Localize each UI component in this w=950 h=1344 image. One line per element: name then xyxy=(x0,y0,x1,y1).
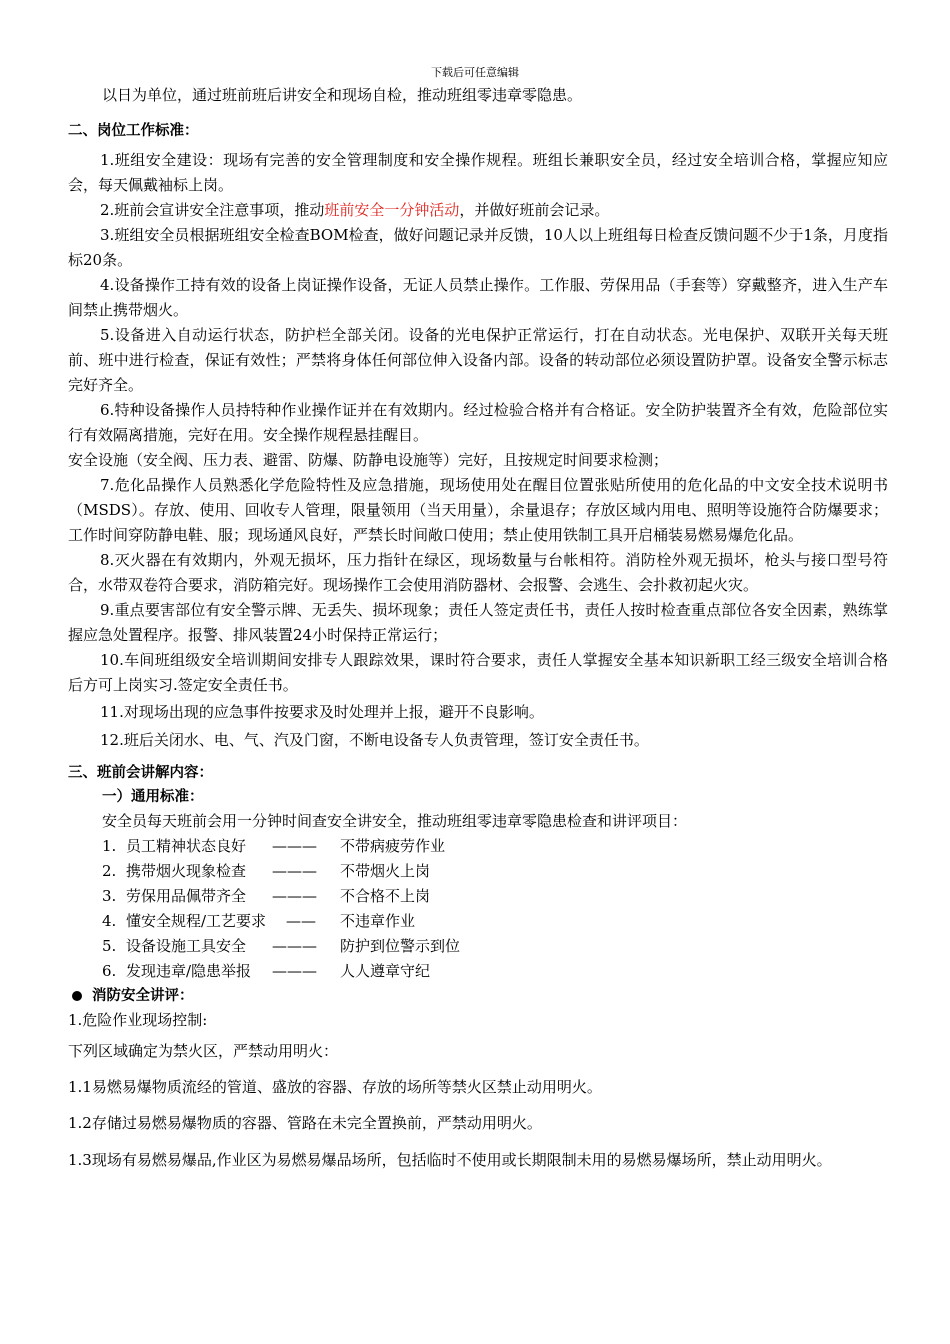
fire-safety-heading-row xyxy=(68,986,888,1006)
section2-heading: 二、岗位工作标准： xyxy=(68,123,199,139)
check-item-label: 懂安全规程/工艺要求 xyxy=(126,912,267,930)
check-item-1 xyxy=(68,834,888,859)
standard-item-11: 11.对现场出现的应急事件按要求及时处理并上报，避开不良影响。 xyxy=(100,703,544,721)
standard-item-2 xyxy=(68,198,888,223)
document-body xyxy=(68,83,888,1179)
check-item-label: 员工精神状态良好 xyxy=(126,837,247,855)
check-item-dash: ——— xyxy=(272,837,317,855)
check-item-dash: —— xyxy=(286,912,316,930)
bullet-dot-icon xyxy=(72,991,82,1001)
download-note: 下载后可任意编辑 xyxy=(431,66,519,79)
check-item-result: 不违章作业 xyxy=(340,912,416,930)
check-item-label: 发现违章/隐患举报 xyxy=(126,962,252,980)
check-list xyxy=(68,834,888,984)
check-item-number: 5. xyxy=(102,937,117,955)
standard-item-12: 12.班后关闭水、电、气、汽及门窗，不断电设备专人负责管理，签订安全责任书。 xyxy=(100,731,649,749)
check-item-4 xyxy=(68,909,888,934)
check-item-number: 1. xyxy=(102,837,117,855)
standard-item-2-suffix: ，并做好班前会记录。 xyxy=(459,201,610,219)
standard-item-5: 5.设备进入自动运行状态，防护栏全部关闭。设备的光电保护正常运行，打在自动状态。光电保护、双联开关每天班前、班中进行检查，保证有效性；严禁将身体任何部位伸入设备内部。设备的转动部位必须设置防护罩。设备安全警示标志完好齐全。 xyxy=(68,326,888,394)
check-item-result: 不带病疲劳作业 xyxy=(340,837,446,855)
check-item-result: 防护到位警示到位 xyxy=(340,937,461,955)
check-item-dash: ——— xyxy=(272,887,317,905)
check-item-2 xyxy=(68,859,888,884)
standard-item-3: 3.班组安全员根据班组安全检查BOM检查，做好问题记录并反馈，10人以上班组每日检查反馈问题不少于1条，月度指标20条。 xyxy=(68,226,888,269)
check-item-dash: ——— xyxy=(272,862,317,880)
standard-item-2-prefix: 2.班前会宣讲安全注意事项，推动 xyxy=(100,201,325,219)
one-minute-activity-highlight: 班前安全一分钟活动 xyxy=(324,201,460,219)
standard-item-10: 10.车间班组级安全培训期间安排专人跟踪效果，课时符合要求，责任人掌握安全基本知识新职工经三级安全培训合格后方可上岗实习.签定安全责任书。 xyxy=(68,651,888,694)
general-standard-subheading: 一）通用标准： xyxy=(102,789,204,805)
check-item-result: 不合格不上岗 xyxy=(340,887,431,905)
check-item-result: 人人遵章守纪 xyxy=(340,962,431,980)
check-item-5 xyxy=(68,934,888,959)
section3-heading: 三、班前会讲解内容： xyxy=(68,765,213,781)
fire-line-2: 下列区域确定为禁火区，严禁动用明火： xyxy=(68,1042,339,1060)
check-item-label: 携带烟火现象检查 xyxy=(126,862,247,880)
safety-facilities-line: 安全设施（安全阀、压力表、避雷、防爆、防静电设施等）完好，且按规定时间要求检测； xyxy=(68,451,669,469)
fire-safety-heading: 消防安全讲评： xyxy=(92,988,194,1004)
standard-item-7: 7.危化品操作人员熟悉化学危险特性及应急措施，现场使用处在醒目位置张贴所使用的危化品的中文安全技术说明书（MSDS）。存放、使用、回收专人管理，限量领用（当天用量），余量退存；存放区域内用电、照明等设施符合防爆要求；工作时间穿防静电鞋、服；现场通风良好，严禁长时间敞口使用；禁止使用铁制工具开启桶装易燃易爆危化品。 xyxy=(68,476,888,544)
check-item-number: 2. xyxy=(102,862,117,880)
check-item-3 xyxy=(68,884,888,909)
fire-line-1: 1.危险作业现场控制: xyxy=(68,1011,208,1029)
general-standard-intro: 安全员每天班前会用一分钟时间查安全讲安全，推动班组零违章零隐患检查和讲评项目： xyxy=(102,812,688,830)
check-item-number: 4. xyxy=(102,912,117,930)
check-item-label: 劳保用品佩带齐全 xyxy=(126,887,247,905)
check-item-number: 6. xyxy=(102,962,117,980)
standard-item-8: 8.灭火器在有效期内，外观无损坏，压力指针在绿区，现场数量与台帐相符。消防栓外观无损坏，枪头与接口型号符合，水带双卷符合要求，消防箱完好。现场操作工会使用消防器材、会报警、会逃生、会扑救初起火灾。 xyxy=(68,551,888,594)
check-item-6 xyxy=(68,959,888,984)
check-item-dash: ——— xyxy=(272,937,317,955)
check-item-result: 不带烟火上岗 xyxy=(340,862,431,880)
check-item-number: 3. xyxy=(102,887,117,905)
standard-item-4: 4.设备操作工持有效的设备上岗证操作设备，无证人员禁止操作。工作服、劳保用品（手套等）穿戴整齐，进入生产车间禁止携带烟火。 xyxy=(68,276,888,319)
check-item-label: 设备设施工具安全 xyxy=(126,937,247,955)
fire-line-3: 1.1易燃易爆物质流经的管道、盛放的容器、存放的场所等禁火区禁止动用明火。 xyxy=(68,1078,602,1096)
intro-line: 以日为单位，通过班前班后讲安全和现场自检，推动班组零违章零隐患。 xyxy=(102,86,583,104)
standard-item-1: 1.班组安全建设：现场有完善的安全管理制度和安全操作规程。班组长兼职安全员，经过安全培训合格，掌握应知应会，每天佩戴袖标上岗。 xyxy=(68,151,888,194)
standard-item-6: 6.特种设备操作人员持特种作业操作证并在有效期内。经过检验合格并有合格证。安全防护装置齐全有效，危险部位实行有效隔离措施，完好在用。安全操作规程悬挂醒目。 xyxy=(68,401,888,444)
fire-line-5: 1.3现场有易燃易爆品,作业区为易燃易爆品场所，包括临时不使用或长期限制未用的易燃易爆场所，禁止动用明火。 xyxy=(68,1151,832,1169)
standard-item-9: 9.重点要害部位有安全警示牌、无丢失、损坏现象；责任人签定责任书，责任人按时检查重点部位各安全因素，熟练掌握应急处置程序。报警、排风装置24小时保持正常运行； xyxy=(68,601,888,644)
fire-line-4: 1.2存储过易燃易爆物质的容器、管路在未完全置换前，严禁动用明火。 xyxy=(68,1114,542,1132)
check-item-dash: ——— xyxy=(272,962,317,980)
